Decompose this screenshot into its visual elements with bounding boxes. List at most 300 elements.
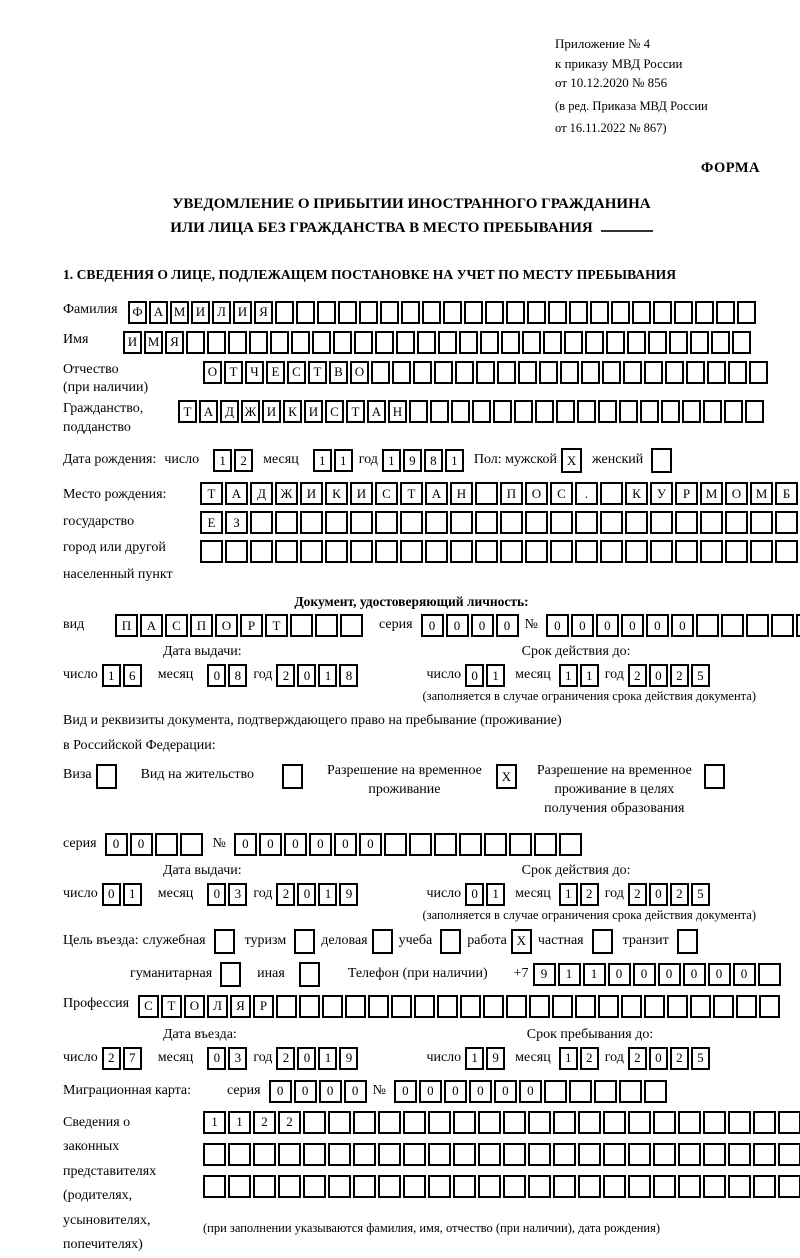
form-cell[interactable] [648, 331, 667, 354]
form-cell[interactable] [553, 1111, 576, 1134]
form-cell[interactable] [455, 361, 474, 384]
form-cell[interactable] [522, 331, 541, 354]
form-cell[interactable] [628, 1111, 651, 1134]
form-cell[interactable] [350, 540, 373, 563]
form-cell[interactable] [581, 361, 600, 384]
form-cell[interactable] [627, 331, 646, 354]
form-cell[interactable] [443, 301, 462, 324]
form-cell[interactable] [771, 614, 794, 637]
form-cell[interactable] [275, 511, 298, 534]
form-cell[interactable]: 0 [259, 833, 282, 856]
form-cell[interactable] [354, 331, 373, 354]
form-cell[interactable] [459, 833, 482, 856]
form-cell[interactable] [775, 540, 798, 563]
form-cell[interactable]: Р [240, 614, 263, 637]
form-cell[interactable]: 0 [344, 1080, 367, 1103]
form-cell[interactable]: 2 [628, 883, 647, 906]
form-cell[interactable] [737, 301, 756, 324]
form-cell[interactable]: 9 [339, 883, 358, 906]
form-cell[interactable] [403, 1143, 426, 1166]
form-cell[interactable]: 0 [334, 833, 357, 856]
form-cell[interactable] [661, 400, 680, 423]
form-cell[interactable]: Д [250, 482, 273, 505]
form-cell[interactable] [703, 1111, 726, 1134]
form-cell[interactable]: Т [400, 482, 423, 505]
form-cell[interactable] [703, 400, 722, 423]
form-cell[interactable] [180, 833, 203, 856]
form-cell[interactable]: 1 [334, 449, 353, 472]
form-cell[interactable] [575, 511, 598, 534]
form-cell[interactable] [603, 1175, 626, 1198]
form-cell[interactable] [253, 1175, 276, 1198]
form-cell[interactable] [338, 301, 357, 324]
form-cell[interactable] [391, 995, 412, 1018]
form-cell[interactable]: 0 [105, 833, 128, 856]
form-cell[interactable]: С [138, 995, 159, 1018]
form-cell[interactable] [725, 540, 748, 563]
form-cell[interactable] [437, 995, 458, 1018]
form-cell[interactable] [214, 929, 235, 954]
form-cell[interactable] [478, 1175, 501, 1198]
form-cell[interactable]: К [325, 482, 348, 505]
form-cell[interactable] [253, 1143, 276, 1166]
form-cell[interactable] [619, 400, 638, 423]
form-cell[interactable] [428, 1111, 451, 1134]
form-cell[interactable]: А [225, 482, 248, 505]
form-cell[interactable]: 0 [646, 614, 669, 637]
form-cell[interactable] [534, 833, 557, 856]
form-cell[interactable] [422, 301, 441, 324]
form-cell[interactable]: Ф [128, 301, 147, 324]
form-cell[interactable]: О [525, 482, 548, 505]
form-cell[interactable] [758, 963, 781, 986]
form-cell[interactable] [371, 361, 390, 384]
form-cell[interactable] [653, 1111, 676, 1134]
form-cell[interactable] [732, 331, 751, 354]
form-cell[interactable] [644, 361, 663, 384]
form-cell[interactable] [478, 1143, 501, 1166]
form-cell[interactable]: 1 [580, 664, 599, 687]
form-cell[interactable] [328, 1143, 351, 1166]
form-cell[interactable]: 0 [234, 833, 257, 856]
form-cell[interactable]: И [123, 331, 142, 354]
form-cell[interactable] [414, 995, 435, 1018]
form-cell[interactable] [425, 511, 448, 534]
form-cell[interactable] [276, 995, 297, 1018]
form-cell[interactable] [525, 511, 548, 534]
form-cell[interactable]: А [367, 400, 386, 423]
form-cell[interactable]: 5 [691, 1047, 710, 1070]
form-cell[interactable]: 0 [608, 963, 631, 986]
form-cell[interactable] [96, 764, 117, 789]
form-cell[interactable]: 0 [421, 614, 444, 637]
form-cell[interactable] [621, 995, 642, 1018]
form-cell[interactable] [753, 1111, 776, 1134]
form-cell[interactable] [475, 511, 498, 534]
form-cell[interactable] [503, 1143, 526, 1166]
form-cell[interactable] [294, 929, 315, 954]
form-cell[interactable] [600, 540, 623, 563]
form-cell[interactable] [600, 482, 623, 505]
form-cell[interactable] [278, 1175, 301, 1198]
form-cell[interactable] [550, 511, 573, 534]
form-cell[interactable]: А [149, 301, 168, 324]
form-cell[interactable]: 1 [102, 664, 121, 687]
form-cell[interactable] [228, 1143, 251, 1166]
form-cell[interactable]: 5 [691, 664, 710, 687]
form-cell[interactable]: 3 [228, 1047, 247, 1070]
form-cell[interactable] [690, 331, 709, 354]
form-cell[interactable]: А [199, 400, 218, 423]
form-cell[interactable] [682, 400, 701, 423]
form-cell[interactable] [725, 511, 748, 534]
form-cell[interactable]: 0 [294, 1080, 317, 1103]
form-cell[interactable] [640, 400, 659, 423]
form-cell[interactable] [425, 540, 448, 563]
form-cell[interactable] [559, 833, 582, 856]
form-cell[interactable]: 0 [465, 883, 484, 906]
form-cell[interactable]: 2 [276, 664, 295, 687]
form-cell[interactable]: О [203, 361, 222, 384]
form-cell[interactable] [577, 400, 596, 423]
form-cell[interactable]: 1 [583, 963, 606, 986]
form-cell[interactable] [594, 1080, 617, 1103]
form-cell[interactable]: X [561, 448, 582, 473]
form-cell[interactable]: 0 [359, 833, 382, 856]
form-cell[interactable] [501, 331, 520, 354]
form-cell[interactable] [434, 833, 457, 856]
form-cell[interactable] [651, 448, 672, 473]
form-cell[interactable] [653, 1175, 676, 1198]
form-cell[interactable] [778, 1111, 800, 1134]
form-cell[interactable] [299, 995, 320, 1018]
form-cell[interactable] [460, 995, 481, 1018]
form-cell[interactable] [575, 995, 596, 1018]
form-cell[interactable] [525, 540, 548, 563]
form-cell[interactable] [453, 1175, 476, 1198]
form-cell[interactable] [375, 540, 398, 563]
form-cell[interactable]: У [650, 482, 673, 505]
form-cell[interactable] [497, 361, 516, 384]
form-cell[interactable]: 0 [207, 1047, 226, 1070]
form-cell[interactable] [528, 1111, 551, 1134]
form-cell[interactable] [228, 331, 247, 354]
form-cell[interactable] [678, 1143, 701, 1166]
form-cell[interactable]: 0 [671, 614, 694, 637]
form-cell[interactable]: А [425, 482, 448, 505]
form-cell[interactable]: С [165, 614, 188, 637]
form-cell[interactable] [753, 1143, 776, 1166]
form-cell[interactable]: Я [230, 995, 251, 1018]
form-cell[interactable] [275, 301, 294, 324]
form-cell[interactable] [396, 331, 415, 354]
form-cell[interactable] [203, 1175, 226, 1198]
form-cell[interactable]: О [350, 361, 369, 384]
form-cell[interactable]: Т [346, 400, 365, 423]
form-cell[interactable]: 0 [297, 883, 316, 906]
form-cell[interactable] [556, 400, 575, 423]
form-cell[interactable] [453, 1143, 476, 1166]
form-cell[interactable]: 8 [339, 664, 358, 687]
form-cell[interactable]: Я [254, 301, 273, 324]
form-cell[interactable]: С [325, 400, 344, 423]
form-cell[interactable] [695, 301, 714, 324]
form-cell[interactable]: 2 [278, 1111, 301, 1134]
form-cell[interactable]: П [115, 614, 138, 637]
form-cell[interactable] [713, 995, 734, 1018]
form-cell[interactable]: О [215, 614, 238, 637]
form-cell[interactable]: 2 [234, 449, 253, 472]
form-cell[interactable] [325, 540, 348, 563]
form-cell[interactable] [500, 511, 523, 534]
form-cell[interactable]: 0 [297, 1047, 316, 1070]
form-cell[interactable]: 2 [276, 883, 295, 906]
form-cell[interactable] [328, 1111, 351, 1134]
form-cell[interactable] [623, 361, 642, 384]
form-cell[interactable]: 0 [649, 1047, 668, 1070]
form-cell[interactable] [300, 511, 323, 534]
form-cell[interactable]: 0 [207, 664, 226, 687]
form-cell[interactable] [628, 1175, 651, 1198]
form-cell[interactable] [578, 1175, 601, 1198]
form-cell[interactable]: 0 [269, 1080, 292, 1103]
form-cell[interactable]: 0 [297, 664, 316, 687]
form-cell[interactable] [403, 1111, 426, 1134]
form-cell[interactable] [539, 361, 558, 384]
form-cell[interactable]: 0 [471, 614, 494, 637]
form-cell[interactable] [675, 540, 698, 563]
form-cell[interactable] [700, 540, 723, 563]
form-cell[interactable] [303, 1143, 326, 1166]
form-cell[interactable]: 2 [628, 664, 647, 687]
form-cell[interactable] [550, 540, 573, 563]
form-cell[interactable]: Е [266, 361, 285, 384]
form-cell[interactable]: 1 [445, 449, 464, 472]
form-cell[interactable] [303, 1111, 326, 1134]
form-cell[interactable] [315, 614, 338, 637]
form-cell[interactable] [724, 400, 743, 423]
form-cell[interactable]: 1 [486, 664, 505, 687]
form-cell[interactable] [678, 1175, 701, 1198]
form-cell[interactable] [409, 400, 428, 423]
form-cell[interactable]: 1 [318, 664, 337, 687]
form-cell[interactable] [560, 361, 579, 384]
form-cell[interactable] [503, 1175, 526, 1198]
form-cell[interactable]: К [283, 400, 302, 423]
form-cell[interactable]: Т [265, 614, 288, 637]
form-cell[interactable] [625, 540, 648, 563]
form-cell[interactable]: 0 [683, 963, 706, 986]
form-cell[interactable] [450, 511, 473, 534]
form-cell[interactable] [678, 1111, 701, 1134]
form-cell[interactable] [451, 400, 470, 423]
form-cell[interactable] [509, 833, 532, 856]
form-cell[interactable] [249, 331, 268, 354]
form-cell[interactable]: Д [220, 400, 239, 423]
form-cell[interactable] [535, 400, 554, 423]
form-cell[interactable]: 0 [444, 1080, 467, 1103]
form-cell[interactable] [300, 540, 323, 563]
form-cell[interactable] [290, 614, 313, 637]
form-cell[interactable] [721, 614, 744, 637]
form-cell[interactable]: 0 [496, 614, 519, 637]
form-cell[interactable] [585, 331, 604, 354]
form-cell[interactable] [417, 331, 436, 354]
form-cell[interactable] [483, 995, 504, 1018]
form-cell[interactable] [400, 511, 423, 534]
form-cell[interactable] [590, 301, 609, 324]
form-cell[interactable] [500, 540, 523, 563]
form-cell[interactable]: 2 [670, 1047, 689, 1070]
form-cell[interactable]: 0 [546, 614, 569, 637]
form-cell[interactable]: З [225, 511, 248, 534]
form-cell[interactable] [475, 482, 498, 505]
form-cell[interactable] [650, 540, 673, 563]
form-cell[interactable] [303, 1175, 326, 1198]
form-cell[interactable]: 0 [102, 883, 121, 906]
form-cell[interactable]: 0 [394, 1080, 417, 1103]
form-cell[interactable] [476, 361, 495, 384]
form-cell[interactable] [155, 833, 178, 856]
form-cell[interactable] [372, 929, 393, 954]
form-cell[interactable] [603, 1143, 626, 1166]
form-cell[interactable]: Л [212, 301, 231, 324]
form-cell[interactable] [403, 1175, 426, 1198]
form-cell[interactable] [464, 301, 483, 324]
form-cell[interactable]: 2 [670, 664, 689, 687]
form-cell[interactable] [484, 833, 507, 856]
form-cell[interactable] [778, 1143, 800, 1166]
form-cell[interactable]: Т [161, 995, 182, 1018]
form-cell[interactable] [728, 1143, 751, 1166]
form-cell[interactable] [745, 400, 764, 423]
form-cell[interactable]: 8 [228, 664, 247, 687]
form-cell[interactable] [472, 400, 491, 423]
form-cell[interactable]: 1 [203, 1111, 226, 1134]
form-cell[interactable]: И [191, 301, 210, 324]
form-cell[interactable] [778, 1175, 800, 1198]
form-cell[interactable]: 9 [533, 963, 556, 986]
form-cell[interactable]: Я [165, 331, 184, 354]
form-cell[interactable]: 1 [486, 883, 505, 906]
form-cell[interactable] [359, 301, 378, 324]
form-cell[interactable] [518, 361, 537, 384]
form-cell[interactable] [438, 331, 457, 354]
form-cell[interactable] [401, 301, 420, 324]
form-cell[interactable] [317, 301, 336, 324]
form-cell[interactable] [282, 764, 303, 789]
form-cell[interactable]: А [140, 614, 163, 637]
form-cell[interactable] [600, 511, 623, 534]
form-cell[interactable]: 0 [733, 963, 756, 986]
form-cell[interactable]: 2 [276, 1047, 295, 1070]
form-cell[interactable]: И [304, 400, 323, 423]
form-cell[interactable] [375, 331, 394, 354]
form-cell[interactable] [548, 301, 567, 324]
form-cell[interactable]: 1 [213, 449, 232, 472]
form-cell[interactable] [278, 1143, 301, 1166]
form-cell[interactable]: Н [388, 400, 407, 423]
form-cell[interactable] [728, 1111, 751, 1134]
form-cell[interactable]: 2 [628, 1047, 647, 1070]
form-cell[interactable] [312, 331, 331, 354]
form-cell[interactable] [291, 331, 310, 354]
form-cell[interactable] [203, 1143, 226, 1166]
form-cell[interactable] [598, 995, 619, 1018]
form-cell[interactable] [728, 1175, 751, 1198]
form-cell[interactable] [696, 614, 719, 637]
form-cell[interactable]: 2 [580, 883, 599, 906]
form-cell[interactable] [669, 331, 688, 354]
form-cell[interactable] [220, 962, 241, 987]
form-cell[interactable] [544, 1080, 567, 1103]
form-cell[interactable]: . [575, 482, 598, 505]
form-cell[interactable] [529, 995, 550, 1018]
form-cell[interactable] [650, 511, 673, 534]
form-cell[interactable] [480, 331, 499, 354]
form-cell[interactable] [485, 301, 504, 324]
form-cell[interactable]: 1 [382, 449, 401, 472]
form-cell[interactable] [428, 1175, 451, 1198]
form-cell[interactable]: С [287, 361, 306, 384]
form-cell[interactable] [350, 511, 373, 534]
form-cell[interactable] [606, 331, 625, 354]
form-cell[interactable] [628, 1143, 651, 1166]
form-cell[interactable] [378, 1143, 401, 1166]
form-cell[interactable]: Р [253, 995, 274, 1018]
form-cell[interactable] [690, 995, 711, 1018]
form-cell[interactable] [703, 1143, 726, 1166]
form-cell[interactable] [250, 511, 273, 534]
form-cell[interactable] [392, 361, 411, 384]
form-cell[interactable] [675, 511, 698, 534]
form-cell[interactable]: 1 [559, 1047, 578, 1070]
form-cell[interactable]: 1 [318, 1047, 337, 1070]
form-cell[interactable] [459, 331, 478, 354]
form-cell[interactable] [667, 995, 688, 1018]
form-cell[interactable]: 2 [102, 1047, 121, 1070]
form-cell[interactable]: 6 [123, 664, 142, 687]
form-cell[interactable] [603, 1111, 626, 1134]
form-cell[interactable] [353, 1111, 376, 1134]
form-cell[interactable] [493, 400, 512, 423]
form-cell[interactable]: И [262, 400, 281, 423]
form-cell[interactable] [527, 301, 546, 324]
form-cell[interactable]: М [144, 331, 163, 354]
form-cell[interactable]: 0 [633, 963, 656, 986]
form-cell[interactable]: С [375, 482, 398, 505]
form-cell[interactable] [322, 995, 343, 1018]
form-cell[interactable] [578, 1111, 601, 1134]
form-cell[interactable]: Л [207, 995, 228, 1018]
form-cell[interactable] [677, 929, 698, 954]
form-cell[interactable]: 0 [309, 833, 332, 856]
form-cell[interactable]: 2 [580, 1047, 599, 1070]
form-cell[interactable] [400, 540, 423, 563]
form-cell[interactable] [413, 361, 432, 384]
form-cell[interactable]: Б [775, 482, 798, 505]
form-cell[interactable]: Т [178, 400, 197, 423]
form-cell[interactable]: О [184, 995, 205, 1018]
form-cell[interactable] [207, 331, 226, 354]
form-cell[interactable] [796, 614, 800, 637]
form-cell[interactable]: 3 [228, 883, 247, 906]
form-cell[interactable]: Е [200, 511, 223, 534]
form-cell[interactable]: 0 [596, 614, 619, 637]
form-cell[interactable] [440, 929, 461, 954]
form-cell[interactable]: 0 [658, 963, 681, 986]
form-cell[interactable]: 1 [228, 1111, 251, 1134]
